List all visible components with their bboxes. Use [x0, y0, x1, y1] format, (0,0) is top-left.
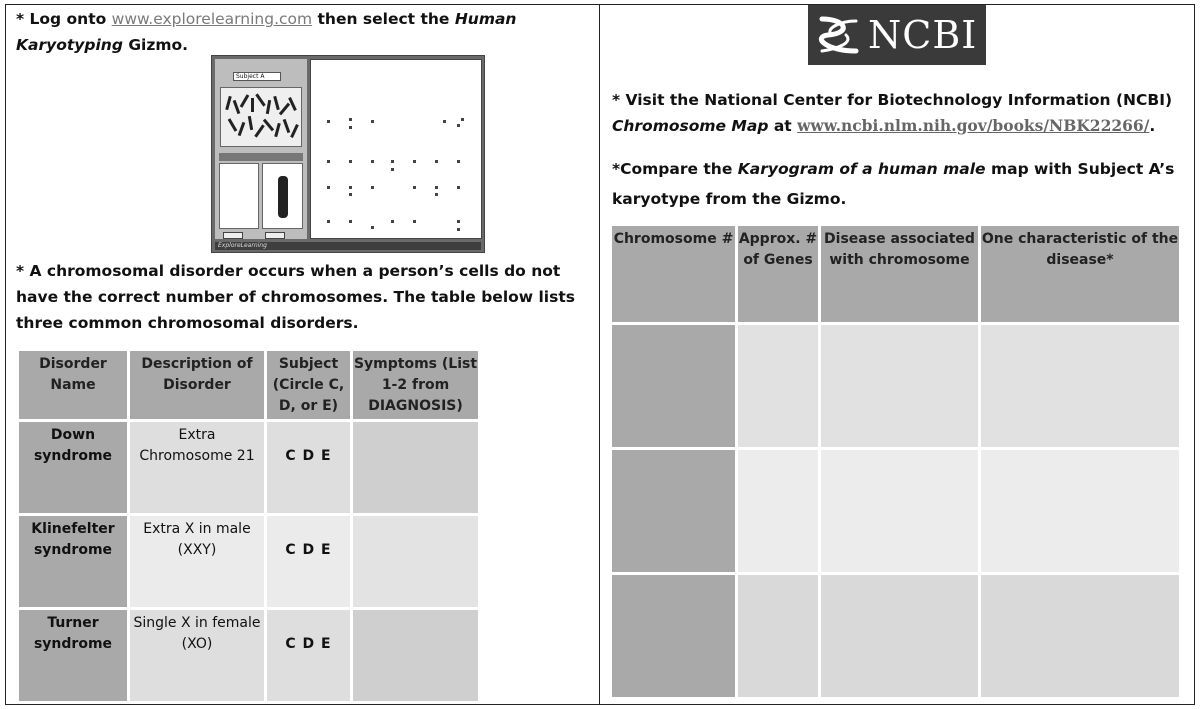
chromosome-map-title: Chromosome Map: [612, 117, 769, 135]
table-row: [612, 325, 1179, 447]
symptoms-cell[interactable]: [353, 422, 478, 513]
col-header-disease: Disease associated with chromosome: [821, 226, 978, 322]
col-header-disorder-name: Disorder Name: [19, 351, 127, 419]
description-cell: Extra Chromosome 21: [130, 422, 264, 513]
visit-prefix: * Visit the National Center for Biotechnology Information (NCBI): [612, 91, 1173, 109]
gizmo-toolbar: [219, 153, 303, 161]
ncbi-visit-instruction: [612, 88, 1187, 139]
gizmo-button: [265, 232, 285, 239]
symptoms-cell[interactable]: [353, 610, 478, 701]
ncbi-logo: [808, 5, 986, 65]
subject-select: Subject A: [233, 72, 281, 81]
subject-choice-cell[interactable]: C D E: [267, 422, 350, 513]
chromosome-number-cell[interactable]: [612, 450, 735, 572]
gizmo-button: [223, 232, 243, 239]
dna-helix-icon: [816, 13, 862, 57]
disorder-paragraph: * A chromosomal disorder occurs when a person’s cells do not have the correct number of chromosomes. The table below lists three common chromosomal disorders.: [16, 262, 575, 332]
col-header-characteristic: One characteristic of the disease*: [981, 226, 1179, 322]
table-row: [612, 450, 1179, 572]
gene-count-cell[interactable]: [738, 575, 818, 697]
disorder-name-cell: Klinefelter syndrome: [19, 516, 127, 607]
symptoms-cell[interactable]: [353, 516, 478, 607]
col-header-symptoms: Symptoms (List 1-2 from DIAGNOSIS): [353, 351, 478, 419]
gizmo-left-panel: [215, 59, 307, 239]
subject-choice-cell[interactable]: C D E: [267, 516, 350, 607]
compare-suffix: map with Subject A’s karyotype from the Gizmo.: [612, 160, 1175, 208]
ncbi-logo-text: NCBI: [868, 13, 978, 57]
gene-count-cell[interactable]: [738, 450, 818, 572]
explorelearning-link[interactable]: www.explorelearning.com: [111, 10, 313, 28]
compare-prefix: *Compare the: [612, 160, 738, 178]
karyotype-image: [220, 87, 302, 147]
chromosome-table: [609, 223, 1182, 700]
subject-choice-cell[interactable]: C D E: [267, 610, 350, 701]
description-cell: Single X in female (XO): [130, 610, 264, 701]
gizmo-empty-pane: [219, 163, 259, 229]
karyogram-title: Karyogram of a human male: [737, 160, 986, 178]
characteristic-cell[interactable]: [981, 575, 1179, 697]
characteristic-cell[interactable]: [981, 450, 1179, 572]
description-cell: Extra X in male (XXY): [130, 516, 264, 607]
gene-count-cell[interactable]: [738, 325, 818, 447]
table-header-row: [612, 226, 1179, 322]
gizmo-screenshot: [211, 55, 485, 253]
chromosome-icon: [278, 176, 288, 218]
disorder-table: [16, 348, 481, 704]
col-header-genes: Approx. # of Genes: [738, 226, 818, 322]
table-row: [612, 575, 1179, 697]
col-header-subject: Subject (Circle C, D, or E): [267, 351, 350, 419]
table-row: [19, 422, 478, 513]
chromosome-number-cell[interactable]: [612, 575, 735, 697]
visit-suffix: .: [1149, 117, 1156, 135]
gizmo-sort-area: [310, 59, 482, 239]
gizmo-footer-text: ExploreLearning: [218, 242, 267, 249]
disease-cell[interactable]: [821, 325, 978, 447]
gizmo-name: Human Karyotyping: [16, 10, 517, 54]
characteristic-cell[interactable]: [981, 325, 1179, 447]
col-header-chromosome: Chromosome #: [612, 226, 735, 322]
disorder-name-cell: Turner syndrome: [19, 610, 127, 701]
table-row: [19, 610, 478, 701]
disease-cell[interactable]: [821, 450, 978, 572]
chromosome-number-cell[interactable]: [612, 325, 735, 447]
column-divider: [599, 4, 600, 705]
visit-mid: at: [768, 117, 798, 135]
disorder-name-cell: Down syndrome: [19, 422, 127, 513]
disease-cell[interactable]: [821, 575, 978, 697]
table-row: [19, 516, 478, 607]
col-header-description: Description of Disorder: [130, 351, 264, 419]
compare-instruction: [612, 154, 1187, 214]
intro-instruction: [16, 6, 586, 58]
intro-middle: then select the: [312, 10, 455, 28]
table-header-row: [19, 351, 478, 419]
intro-prefix: * Log onto: [16, 10, 112, 28]
intro-suffix: Gizmo.: [122, 36, 189, 54]
ncbi-link[interactable]: www.ncbi.nlm.nih.gov/books/NBK22266/: [797, 116, 1150, 135]
gizmo-chromosome-pane: [262, 163, 303, 229]
